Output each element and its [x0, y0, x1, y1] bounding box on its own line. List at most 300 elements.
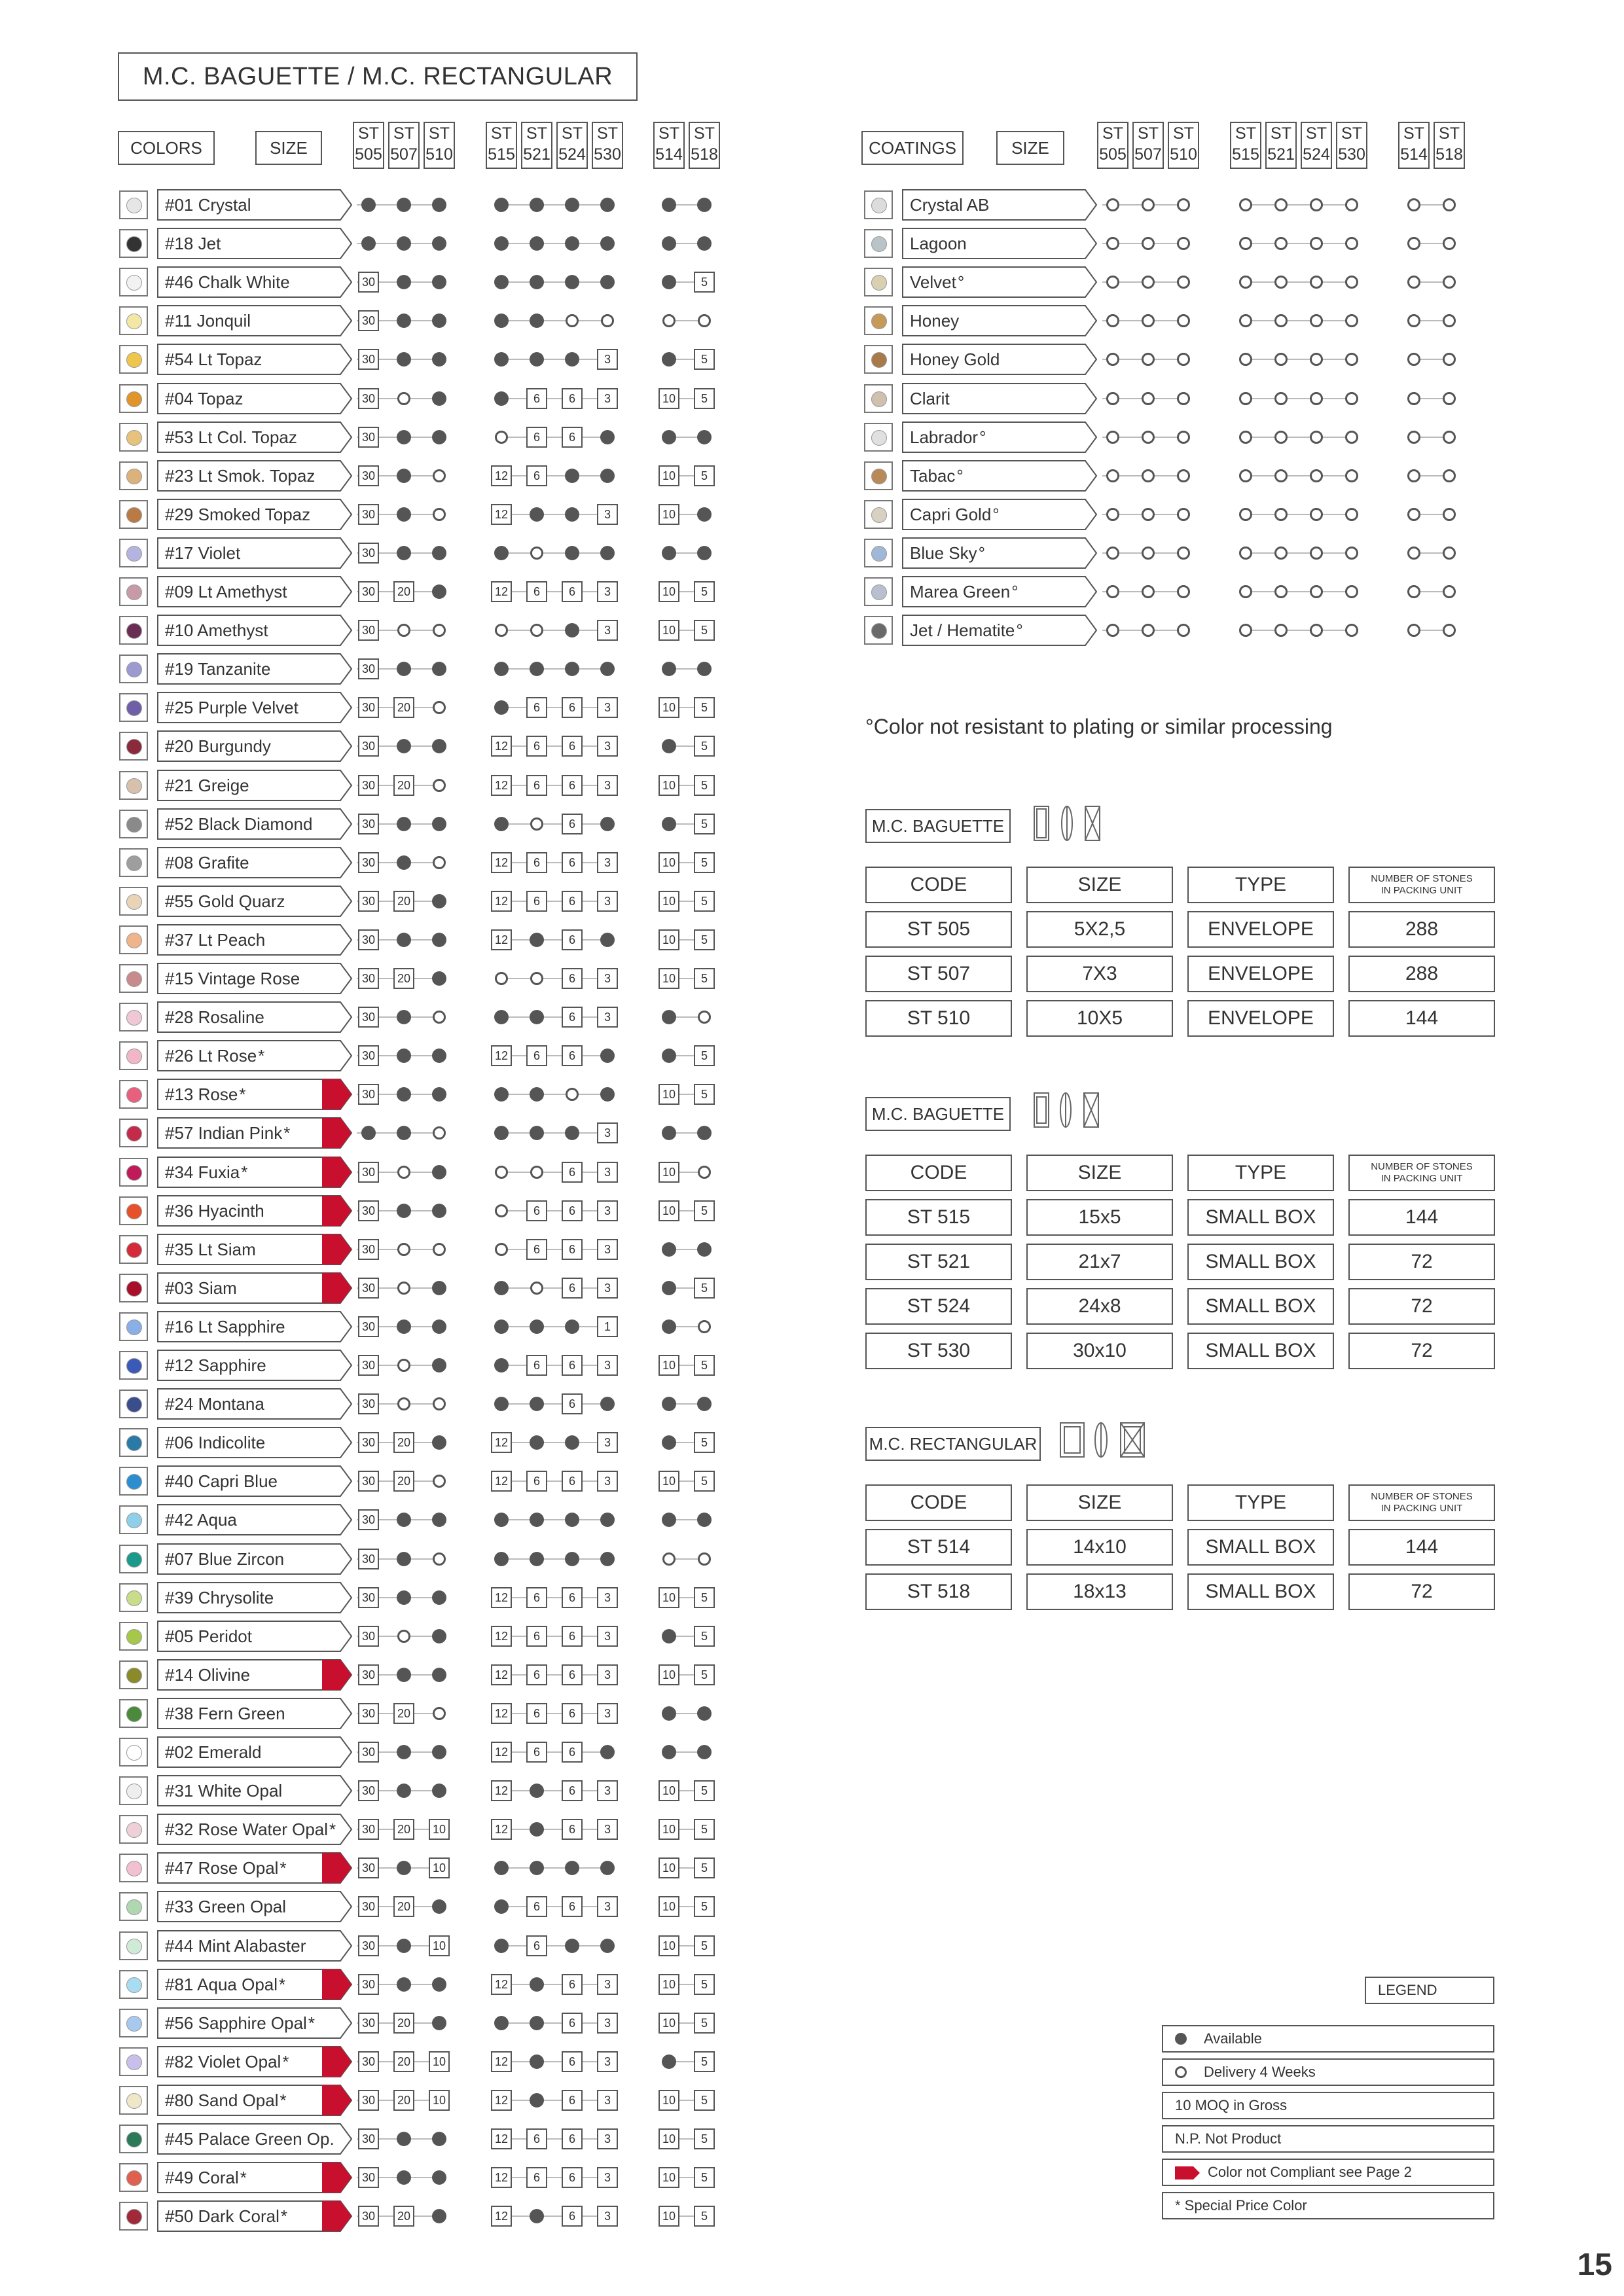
moq-box: 20 [393, 697, 414, 718]
available-dot [600, 430, 615, 444]
row-line [1239, 398, 1358, 399]
st-col-top: ST [1341, 124, 1362, 143]
st-col-top: ST [1138, 124, 1159, 143]
color-swatch-icon [119, 693, 148, 722]
table-1-cell: SMALL BOX [1187, 1199, 1334, 1236]
delivery-ring [1274, 585, 1288, 598]
available-dot [494, 198, 509, 212]
color-row-15-vintage-rose [157, 963, 352, 994]
moq-box: 6 [562, 1239, 583, 1260]
delivery-ring [662, 314, 676, 327]
available-dot [662, 1049, 676, 1063]
color-row-54-lt-topaz [157, 344, 352, 375]
color-swatch-icon [119, 1390, 148, 1418]
available-dot [662, 1281, 676, 1295]
available-dot [397, 1784, 411, 1798]
row-line [495, 281, 614, 283]
coating-swatch-icon [864, 616, 893, 645]
moq-box: 10 [659, 1974, 679, 1995]
special-price-star: * [308, 2013, 315, 2033]
not-resistant-degree: ° [956, 465, 964, 486]
row-line [495, 1636, 614, 1637]
available-dot [397, 236, 411, 251]
moq-box: 5 [694, 814, 715, 834]
table-1-cell: 21x7 [1026, 1244, 1173, 1280]
moq-box: 10 [659, 1200, 679, 1221]
table-1-cell: ST 515 [865, 1199, 1012, 1236]
moq-box: 30 [358, 1393, 379, 1414]
coating-name: Labrador [910, 427, 979, 447]
swatch-gem [126, 2093, 142, 2109]
special-price-star: * [280, 2090, 287, 2110]
available-dot [432, 1977, 446, 1992]
row-line [1239, 281, 1358, 283]
swatch-gem [871, 469, 887, 484]
delivery-ring [1274, 392, 1288, 405]
moq-box: 3 [597, 504, 618, 525]
delivery-ring [1443, 508, 1456, 521]
available-dot [530, 1319, 544, 1334]
coatings-st-col-514 [1398, 122, 1430, 169]
moq-box: 5 [694, 1896, 715, 1917]
table-1-cell: SMALL BOX [1187, 1288, 1334, 1325]
delivery-ring [530, 972, 543, 985]
table-0-header-3 [1348, 867, 1495, 903]
table-1-header-2: TYPE [1187, 1155, 1334, 1191]
moq-box: 5 [694, 929, 715, 950]
moq-box: 12 [491, 581, 512, 602]
available-dot [600, 1513, 615, 1527]
swatch-gem [126, 507, 142, 523]
available-dot [397, 1204, 411, 1218]
color-name: #06 Indicolite [165, 1432, 266, 1452]
delivery-ring [1177, 392, 1190, 405]
swatch-gem [126, 430, 142, 446]
delivery-ring [1345, 237, 1358, 250]
available-dot [397, 817, 411, 831]
available-dot [432, 1899, 446, 1914]
special-price-star: * [282, 2051, 289, 2072]
available-dot [432, 971, 446, 986]
swatch-gem [126, 1706, 142, 1722]
moq-box: 6 [562, 1278, 583, 1299]
table-1-cell: 30x10 [1026, 1333, 1173, 1369]
row-line [495, 1365, 614, 1366]
delivery-ring [1345, 198, 1358, 211]
moq-box: 10 [659, 2013, 679, 2034]
available-dot [600, 1745, 615, 1759]
swatch-gem [126, 1087, 142, 1103]
moq-box: 6 [562, 1200, 583, 1221]
swatch-gem [126, 1861, 142, 1876]
moq-box: 6 [562, 1626, 583, 1647]
st-col-top: ST [429, 124, 450, 143]
color-name: #31 White Opal [165, 1780, 283, 1801]
swatch-gem [126, 275, 142, 291]
table-2-cell: 18x13 [1026, 1573, 1173, 1610]
available-dot [432, 2132, 446, 2146]
moq-box: 5 [694, 1432, 715, 1453]
color-name: #32 Rose Water Opal [165, 1819, 329, 1839]
available-dot [662, 1397, 676, 1411]
moq-box: 6 [526, 1355, 547, 1376]
st-col-code: 518 [691, 145, 718, 164]
available-dot [432, 546, 446, 560]
moq-box: 12 [491, 1703, 512, 1724]
available-dot [494, 2016, 509, 2030]
color-swatch-icon [119, 771, 148, 800]
st-col-top: ST [694, 124, 715, 143]
legend-moq-label: 10 MOQ in Gross [1175, 2097, 1288, 2113]
available-dot [530, 314, 544, 328]
color-row-10-amethyst [157, 615, 352, 646]
moq-box: 10 [659, 891, 679, 912]
table-2-header-0: CODE [865, 1484, 1012, 1521]
colors-st-col-515 [486, 122, 517, 169]
color-row-42-aqua [157, 1504, 352, 1535]
swatch-gem [126, 1049, 142, 1064]
color-swatch-icon [119, 848, 148, 877]
color-name: #36 Hyacinth [165, 1200, 264, 1221]
available-dot [565, 198, 579, 212]
available-dot [530, 1822, 544, 1837]
delivery-ring [1407, 237, 1420, 250]
row-line [495, 862, 614, 863]
legend-special-price-label: * Special Price Color [1175, 2197, 1307, 2214]
swatch-gem [126, 584, 142, 600]
delivery-ring [1177, 508, 1190, 521]
delivery-ring [662, 1552, 676, 1566]
row-line [495, 320, 614, 321]
swatch-gem [126, 1977, 142, 1993]
moq-box: 5 [694, 388, 715, 409]
table-1-cell: ST 521 [865, 1244, 1012, 1280]
swatch-gem [871, 236, 887, 252]
available-dot [432, 1629, 446, 1643]
delivery-ring [397, 1166, 410, 1179]
moq-box: 3 [597, 775, 618, 796]
table-0-cell: ST 505 [865, 911, 1012, 948]
moq-box: 30 [358, 1703, 379, 1724]
moq-box: 6 [526, 1703, 547, 1724]
delivery-ring [1310, 469, 1323, 482]
color-swatch-icon [119, 616, 148, 645]
st-col-code: 530 [1338, 145, 1365, 164]
moq-box: 30 [358, 1239, 379, 1260]
available-dot [600, 1552, 615, 1566]
red-tag-icon [1175, 2166, 1200, 2179]
color-swatch-icon [119, 423, 148, 452]
available-dot [530, 275, 544, 289]
moq-box: 10 [659, 1780, 679, 1801]
color-row-16-lt-sapphire [157, 1311, 352, 1342]
delivery-ring [1239, 237, 1252, 250]
moq-box: 6 [526, 581, 547, 602]
moq-box: 10 [659, 852, 679, 873]
color-row-24-montana [157, 1388, 352, 1420]
color-name: #52 Black Diamond [165, 814, 313, 834]
legend-not-compliant [1162, 2159, 1494, 2186]
moq-box: 6 [526, 697, 547, 718]
special-price-star: * [240, 2167, 247, 2187]
moq-box: 10 [659, 1664, 679, 1685]
delivery-ring [530, 1166, 543, 1179]
color-name: #47 Rose Opal [165, 1857, 279, 1878]
color-name: #49 Coral [165, 2167, 239, 2187]
moq-box: 30 [358, 465, 379, 486]
delivery-ring [1407, 547, 1420, 560]
st-col-code: 514 [1400, 145, 1428, 164]
color-name: #53 Lt Col. Topaz [165, 427, 297, 447]
coating-swatch-icon [864, 423, 893, 452]
color-name: #29 Smoked Topaz [165, 504, 311, 524]
size-header: SIZE [255, 131, 322, 165]
swatch-gem [126, 2132, 142, 2147]
available-dot [565, 1552, 579, 1566]
color-name: #23 Lt Smok. Topaz [165, 465, 316, 486]
delivery-ring [495, 1243, 508, 1256]
st-col-code: 505 [355, 145, 382, 164]
color-name: #05 Peridot [165, 1626, 252, 1646]
delivery-ring [1274, 431, 1288, 444]
delivery-ring [495, 1204, 508, 1217]
color-swatch-icon [119, 577, 148, 606]
swatch-gem [126, 198, 142, 213]
st-col-code: 524 [558, 145, 586, 164]
color-row-40-capri-blue [157, 1465, 352, 1497]
available-dot [530, 1087, 544, 1102]
delivery-ring [495, 972, 508, 985]
row-line [495, 939, 614, 941]
available-dot [662, 1435, 676, 1450]
color-name: #37 Lt Peach [165, 929, 266, 950]
moq-box: 3 [597, 1587, 618, 1608]
color-row-31-white-opal [157, 1775, 352, 1806]
coating-row-crystal-ab [902, 189, 1097, 221]
color-name: #28 Rosaline [165, 1007, 264, 1027]
row-line [495, 668, 614, 670]
delivery-ring [1310, 276, 1323, 289]
moq-box: 10 [659, 929, 679, 950]
swatch-gem [126, 1745, 142, 1761]
table-0-header-2: TYPE [1187, 867, 1334, 903]
color-swatch-icon [119, 732, 148, 761]
available-dot [530, 1126, 544, 1140]
table-2-cell: 14x10 [1026, 1529, 1173, 1566]
moq-box: 20 [393, 891, 414, 912]
delivery-ring [1106, 198, 1119, 211]
available-dot [397, 275, 411, 289]
available-dot [397, 314, 411, 328]
color-row-53-lt-col-topaz [157, 422, 352, 453]
available-dot [662, 546, 676, 560]
swatch-gem [871, 198, 887, 213]
moq-box: 12 [491, 736, 512, 757]
moq-box: 20 [393, 1432, 414, 1453]
moq-box: 12 [491, 852, 512, 873]
available-dot [662, 1126, 676, 1140]
color-row-12-sapphire [157, 1350, 352, 1381]
st-col-top: ST [1102, 124, 1123, 143]
moq-box: 6 [526, 465, 547, 486]
available-dot [530, 1513, 544, 1527]
color-name: #81 Aqua Opal [165, 1974, 278, 1994]
st-col-code: 515 [488, 145, 515, 164]
baguette-envelope-shape-icon [1033, 804, 1105, 843]
delivery-ring [1239, 508, 1252, 521]
moq-box: 10 [429, 1819, 450, 1840]
color-swatch-icon [119, 2125, 148, 2153]
available-dot [432, 1281, 446, 1295]
delivery-ring [1239, 314, 1252, 327]
moq-box: 5 [694, 852, 715, 873]
row-line [495, 707, 614, 708]
moq-box: 30 [358, 891, 379, 912]
delivery-ring [1345, 392, 1358, 405]
moq-box: 10 [659, 1084, 679, 1105]
moq-box: 30 [358, 697, 379, 718]
swatch-gem [871, 584, 887, 600]
color-swatch-icon [119, 1196, 148, 1225]
moq-box: 30 [358, 2090, 379, 2111]
available-dot [697, 662, 712, 676]
available-dot [530, 1397, 544, 1411]
delivery-ring [397, 392, 410, 405]
coating-swatch-icon [864, 306, 893, 335]
color-name: #07 Blue Zircon [165, 1549, 285, 1569]
available-dot [397, 855, 411, 870]
available-dot [662, 739, 676, 753]
available-dot [600, 1397, 615, 1411]
available-dot [662, 198, 676, 212]
delivery-ring [1274, 276, 1288, 289]
moq-box: 30 [358, 272, 379, 293]
available-dot [494, 1087, 509, 1102]
available-dot [600, 1087, 615, 1102]
delivery-ring [1106, 392, 1119, 405]
moq-box: 12 [491, 1742, 512, 1763]
delivery-ring [1443, 353, 1456, 366]
color-name: #39 Chrysolite [165, 1587, 274, 1607]
moq-box: 5 [694, 1200, 715, 1221]
legend-np [1162, 2125, 1494, 2153]
delivery-ring [1274, 547, 1288, 560]
available-dot [361, 1126, 376, 1140]
swatch-gem [126, 236, 142, 252]
colors-header: COLORS [118, 131, 215, 165]
moq-box: 5 [694, 1664, 715, 1685]
moq-box: 30 [358, 775, 379, 796]
not-resistant-degree: ° [1016, 620, 1023, 640]
header-line-1: NUMBER OF STONES [1371, 873, 1473, 884]
moq-box: 30 [358, 427, 379, 448]
moq-box: 30 [358, 1200, 379, 1221]
delivery-ring [1177, 431, 1190, 444]
available-dot [361, 236, 376, 251]
moq-box: 12 [491, 1819, 512, 1840]
available-dot [600, 1939, 615, 1953]
available-dot [397, 2132, 411, 2146]
delivery-ring [1142, 353, 1155, 366]
delivery-ring [1345, 547, 1358, 560]
legend-available-label: Available [1204, 2030, 1262, 2047]
color-name: #12 Sapphire [165, 1355, 266, 1375]
delivery-ring-icon [1175, 2066, 1187, 2078]
available-dot [397, 198, 411, 212]
color-swatch-icon [119, 655, 148, 683]
moq-box: 30 [358, 1780, 379, 1801]
available-dot [432, 1668, 446, 1682]
moq-box: 6 [562, 929, 583, 950]
row-line [1239, 552, 1358, 554]
delivery-ring [1177, 314, 1190, 327]
available-dot [530, 1435, 544, 1450]
st-col-top: ST [358, 124, 379, 143]
delivery-ring [495, 1166, 508, 1179]
color-row-28-rosaline [157, 1001, 352, 1033]
available-dot [397, 2170, 411, 2185]
delivery-ring [530, 547, 543, 560]
color-row-50-dark-coral [157, 2200, 352, 2232]
moq-box: 30 [358, 620, 379, 641]
coating-swatch-icon [864, 190, 893, 219]
available-dot [662, 1706, 676, 1721]
color-row-20-burgundy [157, 730, 352, 762]
moq-box: 3 [597, 620, 618, 641]
st-col-code: 507 [1134, 145, 1162, 164]
coating-name: Jet / Hematite [910, 620, 1015, 640]
delivery-ring [433, 1243, 446, 1256]
moq-box: 10 [659, 1355, 679, 1376]
delivery-ring [1142, 198, 1155, 211]
moq-box: 10 [429, 2051, 450, 2072]
available-dot [600, 469, 615, 483]
delivery-ring [495, 431, 508, 444]
row-line [495, 1906, 614, 1907]
moq-box: 5 [694, 968, 715, 989]
available-dot [432, 1204, 446, 1218]
color-name: #80 Sand Opal [165, 2090, 279, 2110]
moq-box: 12 [491, 2128, 512, 2149]
row-line [495, 398, 614, 399]
available-dot [432, 1165, 446, 1179]
moq-box: 30 [358, 2013, 379, 2034]
coating-swatch-icon [864, 229, 893, 258]
color-swatch-icon [119, 1505, 148, 1534]
moq-box: 12 [491, 1626, 512, 1647]
moq-box: 6 [526, 1045, 547, 1066]
available-dot [397, 1668, 411, 1682]
color-swatch-icon [119, 1428, 148, 1457]
available-dot [432, 1087, 446, 1102]
color-row-55-gold-quarz [157, 886, 352, 917]
available-dot [530, 507, 544, 522]
coating-row-marea-green [902, 576, 1097, 607]
swatch-gem [126, 700, 142, 716]
table-label-2: M.C. RECTANGULAR [865, 1427, 1041, 1461]
color-row-26-lt-rose [157, 1040, 352, 1071]
swatch-gem [871, 623, 887, 639]
delivery-ring [1142, 469, 1155, 482]
delivery-ring [397, 1243, 410, 1256]
coating-row-capri-gold [902, 499, 1097, 530]
header-line-2: IN PACKING UNIT [1380, 885, 1463, 896]
delivery-ring [1310, 314, 1323, 327]
swatch-gem [126, 1668, 142, 1683]
delivery-ring [1239, 198, 1252, 211]
moq-box: 30 [358, 2128, 379, 2149]
delivery-ring [1177, 276, 1190, 289]
